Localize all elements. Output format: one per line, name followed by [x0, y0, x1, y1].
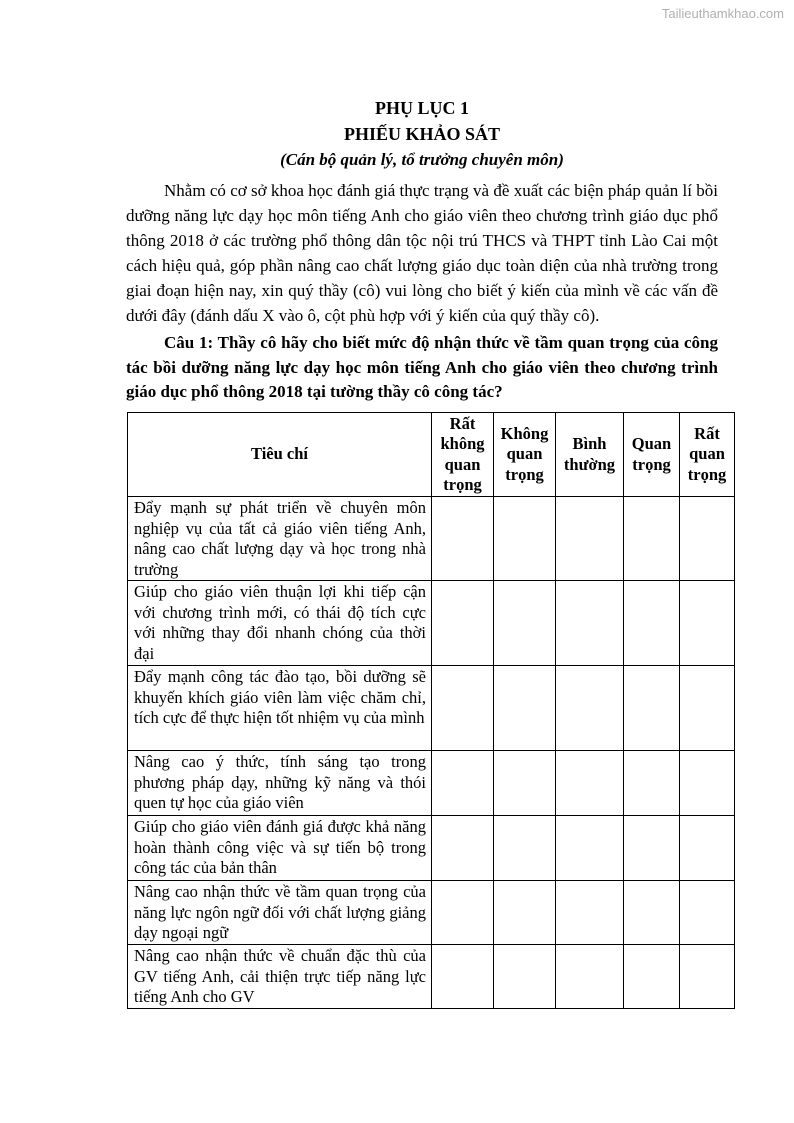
- answer-cell-unimportant[interactable]: [494, 816, 556, 881]
- survey-title: PHIẾU KHẢO SÁT: [343, 124, 501, 144]
- answer-cell-normal[interactable]: [556, 751, 624, 816]
- criterion-text: Nâng cao ý thức, tính sáng tạo trong phương pháp dạy, những kỹ năng và thói quen tự học của giáo viên: [128, 751, 432, 816]
- answer-cell-very-important[interactable]: [680, 497, 735, 581]
- criterion-text: Đẩy mạnh sự phát triển về chuyên môn nghiệp vụ của tất cả giáo viên tiếng Anh, nâng cao chất lượng dạy và học trong nhà trường: [128, 497, 432, 581]
- answer-cell-very-unimportant[interactable]: [432, 581, 494, 666]
- answer-cell-normal[interactable]: [556, 816, 624, 881]
- question-1: Câu 1: Thầy cô hãy cho biết mức độ nhận thức về tầm quan trọng của công tác bồi dưỡng năng lực dạy học môn tiếng Anh cho giáo viên theo chương trình giáo dục phổ thông 2018 tại tường thầy cô công tác?: [126, 333, 718, 401]
- answer-cell-very-important[interactable]: [680, 816, 735, 881]
- header-important: Quan trọng: [624, 413, 680, 497]
- criterion-text: Giúp cho giáo viên thuận lợi khi tiếp cận với chương trình mới, có thái độ tích cực với những thay đổi nhanh chóng của thời đại: [128, 581, 432, 666]
- answer-cell-important[interactable]: [624, 497, 680, 581]
- answer-cell-normal[interactable]: [556, 881, 624, 945]
- answer-cell-very-unimportant[interactable]: [432, 497, 494, 581]
- table-header-row: [128, 413, 735, 497]
- answer-cell-very-unimportant[interactable]: [432, 881, 494, 945]
- answer-cell-unimportant[interactable]: [494, 881, 556, 945]
- criterion-text: Giúp cho giáo viên đánh giá được khả năng hoàn thành công việc và sự tiến bộ trong công tác của bản thân: [128, 816, 432, 881]
- answer-cell-very-unimportant[interactable]: [432, 945, 494, 1009]
- answer-cell-unimportant[interactable]: [494, 751, 556, 816]
- answer-cell-normal[interactable]: [556, 666, 624, 751]
- watermark: Tailieuthamkhao.com: [661, 6, 784, 21]
- answer-cell-very-important[interactable]: [680, 751, 735, 816]
- table-row: [128, 816, 735, 881]
- document-page: [126, 96, 718, 405]
- appendix-heading: PHỤ LỤC 1: [375, 98, 469, 118]
- survey-subtitle: (Cán bộ quản lý, tổ trưởng chuyên môn): [280, 150, 564, 169]
- answer-cell-important[interactable]: [624, 666, 680, 751]
- header-very-unimportant: Rất không quan trọng: [432, 413, 494, 497]
- header-very-important: Rất quan trọng: [680, 413, 735, 497]
- criterion-text: Nâng cao nhận thức về tầm quan trọng của năng lực ngôn ngữ đối với chất lượng giảng dạy ngoại ngữ: [128, 881, 432, 945]
- answer-cell-important[interactable]: [624, 581, 680, 666]
- table-row: [128, 666, 735, 751]
- answer-cell-very-unimportant[interactable]: [432, 751, 494, 816]
- answer-cell-normal[interactable]: [556, 581, 624, 666]
- criterion-text: Nâng cao nhận thức về chuẩn đặc thù của GV tiếng Anh, cải thiện trực tiếp năng lực tiếng Anh cho GV: [128, 945, 432, 1009]
- answer-cell-important[interactable]: [624, 881, 680, 945]
- answer-cell-normal[interactable]: [556, 497, 624, 581]
- answer-cell-unimportant[interactable]: [494, 666, 556, 751]
- intro-paragraph: Nhằm có cơ sở khoa học đánh giá thực trạng và đề xuất các biện pháp quản lí bồi dưỡng năng lực dạy học môn tiếng Anh cho giáo viên theo chương trình giáo dục phổ thông 2018 ở các trường phổ thông dân tộc nội trú THCS và THPT tỉnh Lào Cai một cách hiệu quả, góp phần nâng cao chất lượng giáo dục toàn diện của nhà trường trong giai đoạn hiện nay, xin quý thầy (cô) vui lòng cho biết ý kiến của mình về các vấn đề dưới đây (đánh dấu X vào ô, cột phù hợp với ý kiến của quý thầy cô).: [126, 181, 718, 325]
- header-unimportant: Không quan trọng: [494, 413, 556, 497]
- survey-table: [127, 412, 735, 1009]
- header-criteria: Tiêu chí: [128, 413, 432, 497]
- answer-cell-very-important[interactable]: [680, 666, 735, 751]
- answer-cell-normal[interactable]: [556, 945, 624, 1009]
- answer-cell-unimportant[interactable]: [494, 945, 556, 1009]
- answer-cell-unimportant[interactable]: [494, 497, 556, 581]
- table-row: [128, 751, 735, 816]
- answer-cell-important[interactable]: [624, 751, 680, 816]
- answer-cell-very-unimportant[interactable]: [432, 816, 494, 881]
- header-normal: Bình thường: [556, 413, 624, 497]
- answer-cell-unimportant[interactable]: [494, 581, 556, 666]
- answer-cell-very-unimportant[interactable]: [432, 666, 494, 751]
- answer-cell-very-important[interactable]: [680, 581, 735, 666]
- answer-cell-important[interactable]: [624, 816, 680, 881]
- table-row: [128, 497, 735, 581]
- table-row: [128, 881, 735, 945]
- answer-cell-important[interactable]: [624, 945, 680, 1009]
- table-row: [128, 581, 735, 666]
- table-row: [128, 945, 735, 1009]
- answer-cell-very-important[interactable]: [680, 945, 735, 1009]
- answer-cell-very-important[interactable]: [680, 881, 735, 945]
- criterion-text: Đẩy mạnh công tác đào tạo, bồi dưỡng sẽ khuyến khích giáo viên làm việc chăm chỉ, tích cực để thực hiện tốt nhiệm vụ của mình: [128, 666, 432, 751]
